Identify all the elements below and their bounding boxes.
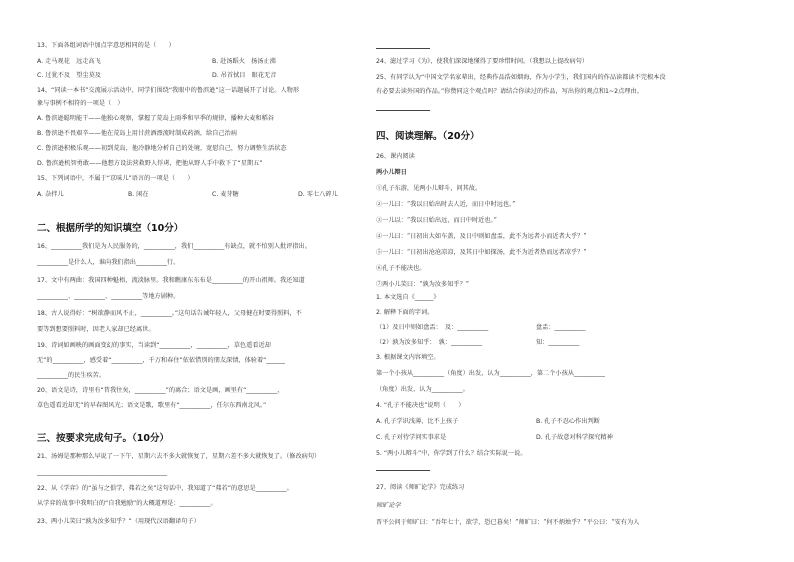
q14-option-a: A. 鲁滨逊聪明能干——他独心观察，掌握了荒岛上雨季和旱季的规律，播种大麦和稻谷: [37, 115, 274, 122]
reading-q2: 2. 解释下面的字词。: [376, 309, 434, 316]
passage-para-4: ④一儿曰：“日初出大如车盖，及日中则如盘盂，此不为远者小而近者大乎？”: [376, 233, 587, 240]
q13-option-d: D. 吊首拭目 眼花无音: [212, 72, 277, 79]
question-22-line2: 从学弈的故事中我明白的“自我勉励”的大概道理是：__________。: [37, 500, 217, 507]
question-17-line2: __________、__________、__________等地方剧种。: [37, 293, 180, 300]
q14-option-b: B. 鲁滨逊不畏艰辛——他在荒岛上用甘蔗酒漂流时制成药酒，给自己治病: [37, 130, 237, 137]
question-18-line1: 18、古人说得好：“树欲静而风不止，__________。”这句话告诫年轻人，父母健在时要得照料，不: [37, 310, 302, 317]
reading-q4: 4. “孔子不能决也”说明（ ）: [376, 402, 465, 409]
passage-para-2: ②一儿曰：“我以日始出时去人近，而日中时远也。”: [376, 201, 516, 208]
passage-para-7: ⑦两小儿笑曰：“孰为汝多知乎？”: [376, 281, 469, 288]
question-21-line1: 21、汤姆是那种那么早说了一下午，星期六去不多大就恢复了，星期六差不多大就恢复了。（修改病句）: [37, 453, 321, 460]
q15-option-c: C. 麦芽糖: [212, 191, 239, 198]
question-16-line2: __________是什么人，谁向我们指出__________行。: [37, 259, 180, 266]
reading-q1: 1. 本文选自《______》: [376, 294, 440, 301]
question-24: 24、滤过学习《为》，使我们深深地懂得了要珍惜时间。（我想以上提改病句）: [376, 58, 589, 65]
question-14-line2: 象与事例不相符的一项是（ ）: [37, 100, 124, 107]
question-27: 27、阅读《师旷论学》完成练习: [376, 484, 465, 491]
question-19-line3: 无”的__________，感受着“__________，千万和春住”依依惜别的朋友深情，体验着“______: [37, 357, 285, 364]
question-14-line1: 14、“同读一本书”交流展示活动中，同学们围绕“我眼中的鲁滨逊”这一话题展开了讨论。人物形: [37, 87, 300, 94]
reading-q4-option-d: D. 孔子故意对科学探究精神: [536, 434, 613, 441]
question-21-answer-line: __________________________________________: [37, 469, 167, 476]
question-23: 23、两小儿笑曰“孰为汝多知乎？”（用现代汉语翻译句子）: [37, 518, 200, 525]
reading-q4-option-c: C. 孔子对待学问实事求是: [376, 434, 447, 441]
question-16-line1: 16、__________我们是为人民服务的，__________，我们__________有缺点，就不怕别人批评指出。: [37, 243, 311, 250]
question-15: 15、下列词语中，不属于“京味儿”语言的一项是（ ）: [37, 175, 194, 182]
passage-2-title: 师旷论学: [376, 502, 401, 509]
question-17-line1: 17、文中有两曲：我国四种魁梧，流淡脉里。我和瞧康东东布是__________的开山祖师。我还知道: [37, 277, 305, 284]
reading-q4-option-b: B. 孔子不忍心作出判断: [536, 418, 600, 425]
answer-rule: [376, 48, 430, 49]
q15-option-b: B. 闲在: [128, 191, 149, 198]
reading-q3-line1: 第一个小孩从__________（角度）出发，认为__________，第二个小孩从__________: [376, 370, 605, 377]
q14-option-c: C. 鲁滨逊积极乐观——初到荒岛，他冷静地分析自己的处境，宽慰自己，努力调整生活状态: [37, 145, 287, 152]
question-25-line2: 有必要去读外国的作品。”你赞同这个观点吗？请结合你读过的作品，写出你的观点和1~2点理由。: [376, 88, 643, 95]
reading-q3: 3. 根据课文内容填空。: [376, 354, 440, 361]
passage-2-text: 晋平公问于师旷曰：“吾年七十，欲学，恐已暮矣！”师旷曰：“何不炳烛乎？”平公曰：“安有为人: [376, 519, 640, 526]
answer-rule: [376, 470, 430, 471]
q15-option-a: A. 杂拌儿: [37, 191, 64, 198]
answer-rule: [376, 110, 430, 111]
question-20-line2: 草色遥看近却无”的早春图风光；语文是歌，歌里有“__________，任尔东西南北风。”: [37, 402, 267, 409]
section-4-heading: 四、阅读理解。（20分）: [376, 131, 480, 142]
passage-para-1: ①孔子东游，见两小儿辩斗，问其故。: [376, 185, 482, 192]
reading-q5: 5. “两小儿辩斗”中，你学到了什么？结合实际说一说。: [376, 450, 527, 457]
reading-q2-1b: 盘盂：__________: [536, 324, 586, 331]
reading-q2-2a: （2）孰为汝多知乎： 孰：__________: [376, 339, 483, 346]
question-19-line4: __________的民生疾苦。: [37, 372, 106, 379]
q13-option-c: C. 过犹不及 望尘莫及: [37, 72, 101, 79]
section-3-heading: 三、按要求完成句子。（10分）: [37, 433, 169, 444]
passage-para-5: ⑤一儿曰：“日初出沧沧凉凉，及其日中如探汤，此不为近者热而远者凉乎？”: [376, 249, 587, 256]
q15-option-d: D. 零七八碎儿: [298, 191, 338, 198]
reading-q2-1a: （1）及日中则如盘盂： 及：__________: [376, 324, 489, 331]
reading-q3-line2: （角度）出发，认为__________。: [376, 386, 469, 393]
question-20-line1: 20、语文是诗，诗里有“昔我往矣，__________”的离合；语文是画，画里有“__________，: [37, 387, 284, 394]
question-19-line1: 19、诗词如画映的画面变幻的事实，当读到“__________，__________，草色遥看近却: [37, 342, 271, 349]
question-13: 13、下面各组词语中加点字意思相同的是（ ）: [37, 42, 175, 49]
section-2-heading: 二、根据所学的知识填空（10分）: [37, 223, 184, 234]
passage-para-3: ③一儿以：“我以日始出远，而日中时近也。”: [376, 217, 497, 224]
question-22-line1: 22、从《学弈》的“虽与之俱学，弗若之矣”这句话中，我知道了“弗若”的意思是__________。: [37, 485, 293, 492]
question-26: 26、课内阅读: [376, 153, 415, 160]
q13-option-b: B. 赴汤蹈火 扬汤止沸: [212, 58, 276, 65]
q14-option-d: D. 鲁滨逊机智勇敢——他想方设法营救野人俘虏，把他从野人手中救下了“星期五”: [37, 160, 263, 167]
reading-q2-2b: 知：__________: [536, 339, 580, 346]
reading-q4-option-a: A. 孔子学识浅薄，比不上孩子: [376, 418, 459, 425]
passage-title: 两小儿辩日: [376, 169, 407, 176]
q13-option-a: A. 走马观花 远走高飞: [37, 58, 101, 65]
question-25-line1: 25、有同学认为“中国文学名家辈出，经典作品浩如烟海，作为小学生，我们国内的作品读都读不完根本没: [376, 74, 666, 81]
passage-para-6: ⑥孔子不能决也。: [376, 265, 426, 272]
question-18-line2: 要等到想要照料时，因老人家却已经离世。: [37, 326, 155, 333]
